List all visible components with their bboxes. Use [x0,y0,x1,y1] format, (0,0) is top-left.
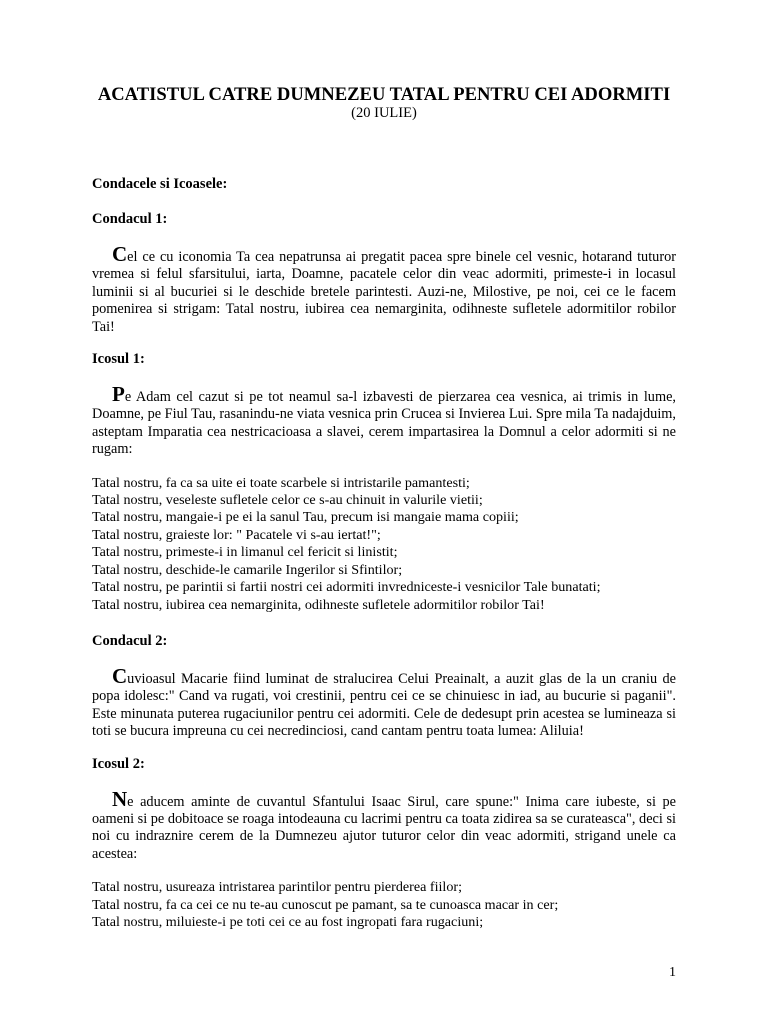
icos1-text: e Adam cel cazut si pe tot neamul sa-l izbavesti de pierzarea cea vesnica, ai trimis in lume, Doamne, pe Fiul Tau, rasanindu-ne viata vesnica prin Crucea si Invierea Lui. Spre mila Ta nadajduim, asteptam Imparatia cea nestricacioasa a slavei, cerem impartasirea la Domnul a celor adormiti si ne rugam: [92,389,676,458]
petition-item: Tatal nostru, mangaie-i pe ei la sanul Tau, precum isi mangaie mama copiii; [92,509,519,526]
petition-item: Tatal nostru, pe parintii si fartii nostri cei adormiti invredniceste-i vesnicilor Tale bunatati; [92,579,601,596]
petition-item: Tatal nostru, fa ca sa uite ei toate scarbele si intristarile pamantesti; [92,474,470,491]
icos2-paragraph [92,786,676,864]
petition-item: Tatal nostru, veseleste sufletele celor ce s-au chinuit in valurile vietii; [92,492,483,509]
section-heading: Condacele si Icoasele: [92,176,228,192]
petition-item: Tatal nostru, deschide-le camarile Ingerilor si Sfintilor; [92,561,403,578]
condac2-text: uvioasul Macarie fiind luminat de stralucirea Celui Preainalt, a auzit glas de la un craniu de popa idolesc:" Cand va rugati, voi crestinii, pentru cei ce se chinuiesc in iad, au bucurie si paganii". Este minunata puterea rugaciunilor pentru cei adormiti. Cele de dedesupt prin acestea se lumineaza si toti se bucura impreuna cu cei necredinciosi, cand cantam pentru toata lumea: Aliluia! [92,670,676,740]
petition-item: Tatal nostru, fa ca cei ce nu te-au cunoscut pe pamant, sa te cunoasca macar in cer; [92,896,559,913]
icos2-text: e aducem aminte de cuvantul Sfantului Isaac Sirul, care spune:" Inima care iubeste, si pe oameni si pe dobitoace se roaga intodeauna cu lacrimi pentru ca toata zidirea sa se curateasca", deci si noi cu indraznire cerem de la Dumnezeu ajutor tuturor celor din veac adormiti, strigand unele ca acestea: [92,793,676,862]
icos1-petitions [92,475,676,614]
document-page [92,84,676,931]
petition-item: Tatal nostru, miluieste-i pe toti cei ce au fost ingropati fara rugaciuni; [92,913,484,930]
petition-item: Tatal nostru, iubirea cea nemarginita, odihneste sufletele adormitilor robilor Tai! [92,596,545,613]
petition-item: Tatal nostru, graieste lor: " Pacatele vi s-au iertat!"; [92,526,381,543]
page-number: 1 [669,965,676,980]
petition-item: Tatal nostru, usureaza intristarea parintilor pentru pierderea fiilor; [92,879,462,896]
petition-item: Tatal nostru, primeste-i in limanul cel fericit si linistit; [92,544,398,561]
condac1-dropcap: C [112,242,128,266]
icos1-dropcap: P [112,382,125,407]
condac2-paragraph [92,663,676,741]
condac1-heading: Condacul 1: [92,211,168,227]
icos2-petitions [92,879,676,931]
condac1-text: el ce cu iconomia Ta cea nepatrunsa ai pregatit pacea spre binele cel vesnic, hotarand tuturor vremea si felul sfarsitului, iarta, Doamne, pacatele celor din veac adormiti, primeste-i in locasul luminii si al bucuriei si le deschide bretele parintesti. Auzi-ne, Milostive, pe noi, cei ce le facem pomenirea si strigam: Tatal nostru, iubirea cea nemarginita, odihneste sufletele adormitilor robilor Tai! [92,249,676,335]
icos1-paragraph [92,382,676,459]
icos2-dropcap: N [112,786,128,811]
icos2-heading: Icosul 2: [92,755,145,772]
condac1-paragraph [92,242,676,336]
document-subtitle: (20 IULIE) [351,105,417,121]
condac2-heading: Condacul 2: [92,632,168,649]
document-title: ACATISTUL CATRE DUMNEZEU TATAL PENTRU CEI ADORMITI [97,84,671,105]
condac2-dropcap: C [112,663,128,688]
icos1-heading: Icosul 1: [92,351,145,368]
